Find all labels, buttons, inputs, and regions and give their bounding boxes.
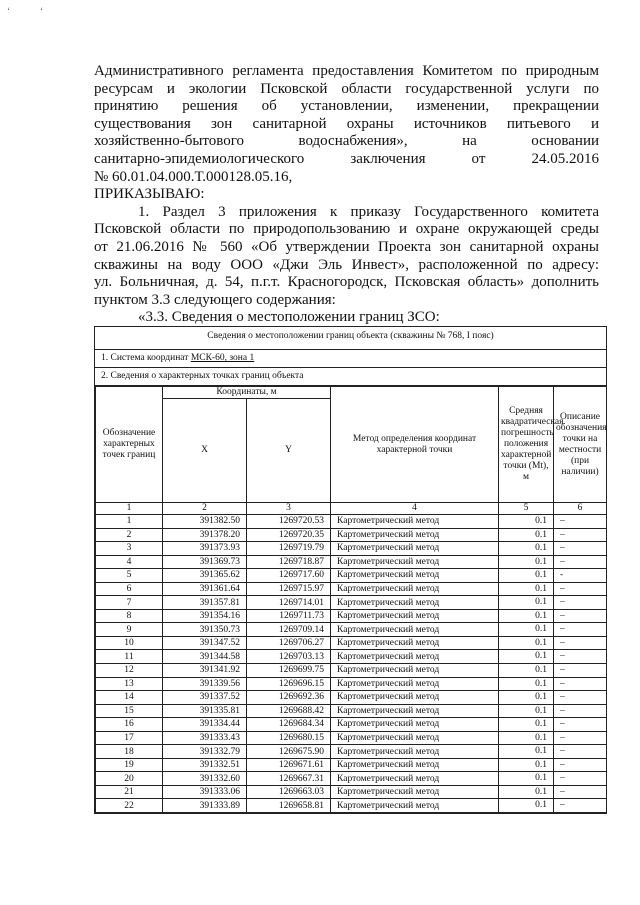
point-number-cell: 22 — [96, 799, 163, 813]
y-coordinate-cell: 1269688.42 — [247, 704, 331, 718]
method-cell: Картометрический метод — [331, 772, 499, 786]
x-coordinate-cell: 391382.50 — [163, 515, 247, 529]
point-number-cell: 18 — [96, 745, 163, 759]
description-cell: – — [554, 542, 607, 556]
description-cell: – — [554, 528, 607, 542]
y-coordinate-cell: 1269714.01 — [247, 596, 331, 610]
x-coordinate-cell: 391365.62 — [163, 569, 247, 583]
point-number-cell: 1 — [96, 515, 163, 529]
points-table — [95, 386, 607, 813]
description-cell: – — [554, 731, 607, 745]
table-row — [96, 650, 607, 664]
error-cell: 0.1 — [499, 758, 554, 772]
x-coordinate-cell: 391369.73 — [163, 555, 247, 569]
method-cell: Картометрический метод — [331, 677, 499, 691]
method-cell: Картометрический метод — [331, 528, 499, 542]
method-cell: Картометрический метод — [331, 609, 499, 623]
header-coordinates: Координаты, м — [163, 387, 331, 399]
method-cell: Картометрический метод — [331, 569, 499, 583]
y-coordinate-cell: 1269709.14 — [247, 623, 331, 637]
points-info-row: 2. Сведения о характерных точках границ объекта — [95, 368, 606, 386]
text-line: санитарно-эпидемиологического заключения от 24.05.2016 — [94, 150, 599, 167]
point-number-cell: 14 — [96, 691, 163, 705]
y-coordinate-cell: 1269684.34 — [247, 718, 331, 732]
error-cell: 0.1 — [499, 623, 554, 637]
text-line: ул. Больничная, д. 54, п.г.т. Красногородск, Псковская область» дополнить — [94, 274, 599, 291]
description-cell: – — [554, 650, 607, 664]
point-number-cell: 9 — [96, 623, 163, 637]
point-number-cell: 6 — [96, 582, 163, 596]
description-cell: – — [554, 515, 607, 529]
method-cell: Картометрический метод — [331, 799, 499, 813]
table-row — [96, 691, 607, 705]
header-y: Y — [247, 399, 331, 503]
description-cell: – — [554, 718, 607, 732]
method-cell: Картометрический метод — [331, 731, 499, 745]
table-row — [96, 515, 607, 529]
y-coordinate-cell: 1269658.81 — [247, 799, 331, 813]
error-cell: 0.1 — [499, 677, 554, 691]
order-heading: ПРИКАЗЫВАЮ: — [94, 186, 205, 203]
point-number-cell: 13 — [96, 677, 163, 691]
y-coordinate-cell: 1269715.97 — [247, 582, 331, 596]
error-cell: 0.1 — [499, 542, 554, 556]
description-cell: – — [554, 704, 607, 718]
x-coordinate-cell: 391344.58 — [163, 650, 247, 664]
x-coordinate-cell: 391341.92 — [163, 664, 247, 678]
x-coordinate-cell: 391373.93 — [163, 542, 247, 556]
error-cell: 0.1 — [499, 731, 554, 745]
x-coordinate-cell: 391378.20 — [163, 528, 247, 542]
coordinate-system-value: МСК-60, зона 1 — [190, 353, 255, 363]
column-number: 2 — [163, 503, 247, 515]
error-cell: 0.1 — [499, 718, 554, 732]
coordinate-system-label: 1. Система координат — [101, 353, 191, 363]
text-line: скважины на воду ООО «Джи Эль Инвест», расположенной по адресу: — [94, 256, 599, 273]
point-number-cell: 17 — [96, 731, 163, 745]
column-number: 1 — [96, 503, 163, 515]
error-cell: 0.1 — [499, 636, 554, 650]
x-coordinate-cell: 391339.56 — [163, 677, 247, 691]
point-number-cell: 10 — [96, 636, 163, 650]
scan-mark-right: ‘ — [40, 6, 43, 16]
y-coordinate-cell: 1269692.36 — [247, 691, 331, 705]
table-row — [96, 528, 607, 542]
error-cell: 0.1 — [499, 799, 554, 813]
method-cell: Картометрический метод — [331, 745, 499, 759]
y-coordinate-cell: 1269720.53 — [247, 515, 331, 529]
method-cell: Картометрический метод — [331, 650, 499, 664]
method-cell: Картометрический метод — [331, 785, 499, 799]
y-coordinate-cell: 1269671.61 — [247, 758, 331, 772]
y-coordinate-cell: 1269720.35 — [247, 528, 331, 542]
description-cell: – — [554, 582, 607, 596]
point-number-cell: 16 — [96, 718, 163, 732]
point-number-cell: 12 — [96, 664, 163, 678]
method-cell: Картометрический метод — [331, 515, 499, 529]
x-coordinate-cell: 391337.52 — [163, 691, 247, 705]
x-coordinate-cell: 391354.16 — [163, 609, 247, 623]
text-line: № 60.01.04.000.Т.000128.05.16, — [94, 168, 293, 185]
table-row — [96, 758, 607, 772]
method-cell: Картометрический метод — [331, 691, 499, 705]
description-cell: – — [554, 799, 607, 813]
point-number-cell: 20 — [96, 772, 163, 786]
x-coordinate-cell: 391357.81 — [163, 596, 247, 610]
points-table-body — [96, 515, 607, 813]
table-row — [96, 582, 607, 596]
error-cell: 0.1 — [499, 528, 554, 542]
method-cell: Картометрический метод — [331, 623, 499, 637]
description-cell: – — [554, 623, 607, 637]
point-number-cell: 8 — [96, 609, 163, 623]
error-cell: 0.1 — [499, 569, 554, 583]
x-coordinate-cell: 391332.60 — [163, 772, 247, 786]
table-row — [96, 785, 607, 799]
y-coordinate-cell: 1269717.60 — [247, 569, 331, 583]
error-cell: 0.1 — [499, 555, 554, 569]
point-number-cell: 11 — [96, 650, 163, 664]
scan-mark-left: ‘ — [7, 6, 10, 16]
table-row — [96, 772, 607, 786]
y-coordinate-cell: 1269696.15 — [247, 677, 331, 691]
error-cell: 0.1 — [499, 596, 554, 610]
text-line: существования зон санитарной охраны источников питьевого и — [94, 115, 599, 132]
x-coordinate-cell: 391333.89 — [163, 799, 247, 813]
table-title: Сведения о местоположении границ объекта (скважины № 768, I пояс) — [95, 327, 606, 350]
method-cell: Картометрический метод — [331, 704, 499, 718]
error-cell: 0.1 — [499, 704, 554, 718]
text-line: пунктом 3.3 следующего содержания: — [94, 291, 336, 308]
y-coordinate-cell: 1269667.31 — [247, 772, 331, 786]
boundaries-table — [94, 326, 607, 814]
point-number-cell: 15 — [96, 704, 163, 718]
x-coordinate-cell: 391361.64 — [163, 582, 247, 596]
y-coordinate-cell: 1269680.15 — [247, 731, 331, 745]
table-row — [96, 555, 607, 569]
y-coordinate-cell: 1269699.75 — [247, 664, 331, 678]
y-coordinate-cell: 1269675.90 — [247, 745, 331, 759]
description-cell: – — [554, 785, 607, 799]
point-number-cell: 7 — [96, 596, 163, 610]
point-number-cell: 4 — [96, 555, 163, 569]
method-cell: Картометрический метод — [331, 758, 499, 772]
header-description: Описание обозначения точки на местности (при наличии) — [554, 387, 607, 503]
error-cell: 0.1 — [499, 785, 554, 799]
header-method: Метод определения координат характерной точки — [331, 387, 499, 503]
text-line: ресурсам и экологии Псковской области государственной услуги по — [94, 80, 599, 97]
description-cell: – — [554, 664, 607, 678]
description-cell: – — [554, 596, 607, 610]
table-row — [96, 636, 607, 650]
description-cell: – — [554, 677, 607, 691]
column-number: 6 — [554, 503, 607, 515]
point-number-cell: 2 — [96, 528, 163, 542]
text-line: хозяйственно-бытового водоснабжения», на основании — [94, 133, 599, 150]
x-coordinate-cell: 391347.52 — [163, 636, 247, 650]
table-row — [96, 609, 607, 623]
text-line: от 21.06.2016 № 560 «Об утверждении Проекта зон санитарной охраны — [94, 238, 599, 255]
x-coordinate-cell: 391332.79 — [163, 745, 247, 759]
point-number-cell: 19 — [96, 758, 163, 772]
description-cell: – — [554, 758, 607, 772]
description-cell: – — [554, 555, 607, 569]
y-coordinate-cell: 1269711.73 — [247, 609, 331, 623]
method-cell: Картометрический метод — [331, 718, 499, 732]
table-row — [96, 799, 607, 813]
column-number: 5 — [499, 503, 554, 515]
text-line: 1. Раздел 3 приложения к приказу Государственного комитета — [138, 203, 599, 220]
table-row — [96, 623, 607, 637]
y-coordinate-cell: 1269718.87 — [247, 555, 331, 569]
table-row — [96, 664, 607, 678]
column-number: 4 — [331, 503, 499, 515]
y-coordinate-cell: 1269706.27 — [247, 636, 331, 650]
method-cell: Картометрический метод — [331, 555, 499, 569]
error-cell: 0.1 — [499, 745, 554, 759]
description-cell: - — [554, 569, 607, 583]
description-cell: – — [554, 691, 607, 705]
description-cell: – — [554, 745, 607, 759]
point-number-cell: 21 — [96, 785, 163, 799]
error-cell: 0.1 — [499, 582, 554, 596]
table-row — [96, 596, 607, 610]
description-cell: – — [554, 636, 607, 650]
x-coordinate-cell: 391333.43 — [163, 731, 247, 745]
method-cell: Картометрический метод — [331, 596, 499, 610]
method-cell: Картометрический метод — [331, 582, 499, 596]
text-line: Псковской области по природопользованию и охране окружающей среды — [94, 221, 599, 238]
header-point-designation: Обозначение характерных точек границ — [96, 387, 163, 503]
x-coordinate-cell: 391333.06 — [163, 785, 247, 799]
table-row — [96, 542, 607, 556]
y-coordinate-cell: 1269719.79 — [247, 542, 331, 556]
x-coordinate-cell: 391332.51 — [163, 758, 247, 772]
coordinate-system-row — [95, 350, 606, 368]
text-line: Административного регламента предоставления Комитетом по природным — [94, 63, 599, 79]
section-heading: «3.3. Сведения о местоположении границ ЗСО: — [138, 309, 440, 326]
description-cell: – — [554, 609, 607, 623]
header-x: X — [163, 399, 247, 503]
text-line: принятию решения об установлении, изменении, прекращении — [94, 98, 599, 115]
table-row — [96, 718, 607, 732]
error-cell: 0.1 — [499, 609, 554, 623]
column-number: 3 — [247, 503, 331, 515]
description-cell: – — [554, 772, 607, 786]
regulation-paragraph — [94, 63, 599, 327]
table-row — [96, 704, 607, 718]
x-coordinate-cell: 391334.44 — [163, 718, 247, 732]
error-cell: 0.1 — [499, 772, 554, 786]
error-cell: 0.1 — [499, 664, 554, 678]
y-coordinate-cell: 1269663.03 — [247, 785, 331, 799]
x-coordinate-cell: 391350.73 — [163, 623, 247, 637]
table-row — [96, 677, 607, 691]
method-cell: Картометрический метод — [331, 542, 499, 556]
table-row — [96, 731, 607, 745]
point-number-cell: 5 — [96, 569, 163, 583]
header-mean-error: Средняя квадратическая погрешность положения характерной точки (Mt), м — [499, 387, 554, 503]
point-number-cell: 3 — [96, 542, 163, 556]
table-row — [96, 745, 607, 759]
error-cell: 0.1 — [499, 650, 554, 664]
method-cell: Картометрический метод — [331, 664, 499, 678]
x-coordinate-cell: 391335.81 — [163, 704, 247, 718]
method-cell: Картометрический метод — [331, 636, 499, 650]
y-coordinate-cell: 1269703.13 — [247, 650, 331, 664]
table-row — [96, 569, 607, 583]
error-cell: 0.1 — [499, 691, 554, 705]
error-cell: 0.1 — [499, 515, 554, 529]
